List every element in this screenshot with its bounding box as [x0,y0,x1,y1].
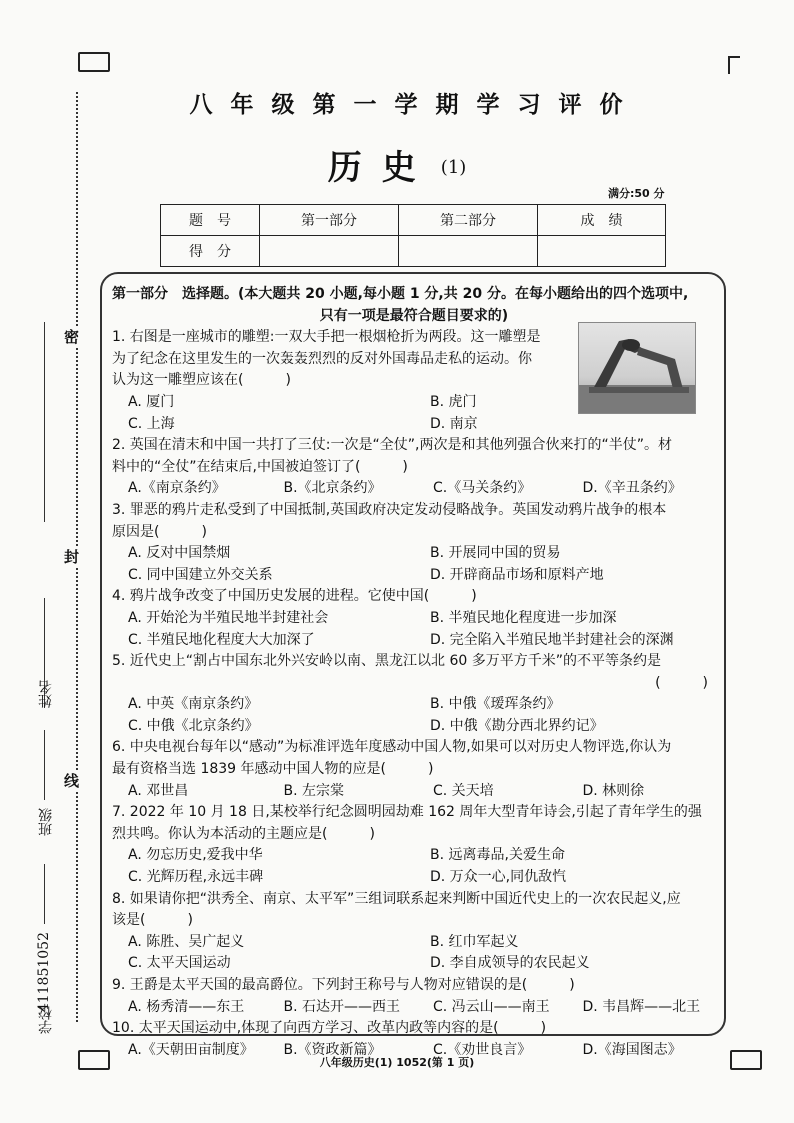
option-c[interactable]: C. 中俄《北京条约》 [128,717,259,734]
option-row [112,953,716,975]
option-d[interactable]: D.《辛丑条约》 [582,480,682,497]
question-stem-line: 原因是( ) [112,523,207,540]
option-a[interactable]: A.《天朝田亩制度》 [128,1041,254,1058]
option-d[interactable]: D. 中俄《勘分西北界约记》 [430,717,604,734]
option-b[interactable]: B.《北京条约》 [283,480,382,497]
score-table [160,204,666,267]
option-c[interactable]: C. 同中国建立外交关系 [128,566,273,583]
score-cell: 题 号 [161,205,260,236]
score-cell: 第一部分 [260,205,399,236]
option-b[interactable]: B. 开展同中国的贸易 [430,545,561,562]
option-c[interactable]: C. 冯云山——南王 [432,998,550,1015]
question-stem-line: 5. 近代史上“割占中国东北外兴安岭以南、黑龙江以北 60 多万平方千米”的不平等条约是 [112,653,662,670]
question-2 [112,435,716,500]
option-b[interactable]: B. 左宗棠 [283,782,344,799]
option-d[interactable]: D. 完全陷入半殖民地半封建社会的深渊 [430,631,674,648]
option-c[interactable]: C. 太平天国运动 [128,955,231,972]
option-b[interactable]: B. 红巾军起义 [430,933,519,950]
option-c[interactable]: C. 关天培 [432,782,494,799]
full-score: 满分:50 分 [608,187,665,200]
question-stem-line: 10. 太平天国运动中,体现了向西方学习、改革内政等内容的是( ) [112,1020,547,1037]
option-a[interactable]: A.《南京条约》 [128,480,226,497]
question-4 [112,586,716,651]
score-input-cell[interactable] [260,236,399,267]
score-input-cell[interactable] [399,236,538,267]
subject-number: (1) [440,157,467,178]
option-d[interactable]: D. 韦昌辉——北王 [582,998,701,1015]
option-b[interactable]: B. 远离毒品,关爱生命 [430,847,565,864]
question-5 [112,651,716,737]
binding-feng: 封 [64,548,80,566]
class-write-line [44,730,45,800]
binding-mi: 密 [64,328,80,346]
question-stem-line: 认为这一雕塑应该在( ) [112,372,291,389]
option-c[interactable]: C. 上海 [128,415,175,432]
option-b[interactable]: B. 虎门 [430,393,477,410]
part1-heading-line: 第一部分 选择题。(本大题共 20 小题,每小题 1 分,共 20 分。在每小题给出的四个选项中, [112,286,689,302]
score-cell: 第二部分 [399,205,538,236]
score-cell: 得 分 [161,236,260,267]
option-d[interactable]: D. 万众一心,同仇敌忾 [430,869,567,886]
option-row [112,608,716,630]
question-stem-line: 2. 英国在清末和中国一共打了三仗:一次是“全仗”,两次是和其他列强合伙来打的“半仗”。材 [112,437,672,454]
option-c[interactable]: C.《马关条约》 [432,480,532,497]
question-stem-line: 最有资格当选 1839 年感动中国人物的应是( ) [112,761,434,778]
option-a[interactable]: A. 开始沦为半殖民地半封建社会 [128,609,329,626]
school-label: 学校 [38,1006,54,1034]
option-a[interactable]: A. 勿忘历史,爱我中华 [128,847,263,864]
option-a[interactable]: A. 邓世昌 [128,782,189,799]
option-row [112,478,716,500]
class-label: 班级 [38,808,54,836]
option-c[interactable]: C. 光辉历程,永远丰碑 [128,869,264,886]
question-stem-line: 3. 罪恶的鸦片走私受到了中国抵制,英国政府决定发动侵略战争。英国发动鸦片战争的根本 [112,501,667,518]
score-cell: 成 绩 [538,205,666,236]
registration-mark-top-left [78,52,110,72]
question-content [112,284,716,1061]
question-stem-line: 7. 2022 年 10 月 18 日,某校举行纪念圆明园劫难 162 周年大型青年诗会,引起了青年学生的强 [112,804,702,821]
option-d[interactable]: D. 林则徐 [582,782,645,799]
name-label: 姓名 [38,680,54,708]
option-row [112,392,716,414]
question-6 [112,737,716,802]
option-a[interactable]: A. 反对中国禁烟 [128,545,231,562]
page-title: 八年级第一学期学习评价 [189,91,641,118]
question-7 [112,802,716,888]
score-input-cell[interactable] [538,236,666,267]
option-a[interactable]: A. 陈胜、吴广起义 [128,933,245,950]
question-stem-line: 8. 如果请你把“洪秀全、南京、太平军”三组词联系起来判断中国近代史上的一次农民起义,应 [112,890,681,907]
option-row [112,543,716,565]
question-stem-line: 为了纪念在这里发生的一次轰轰烈烈的反对外国毒品走私的运动。你 [112,350,532,367]
option-b[interactable]: B.《资政新篇》 [283,1041,382,1058]
option-b[interactable]: B. 半殖民地化程度进一步加深 [430,609,617,626]
option-a[interactable]: A. 杨秀清——东王 [128,998,245,1015]
question-1 [112,327,716,435]
option-a[interactable]: A. 厦门 [128,393,175,410]
option-c[interactable]: C. 半殖民地化程度大大加深了 [128,631,315,648]
question-8 [112,889,716,975]
subject-name: 历史 [327,148,436,188]
answer-bracket: ( ) [655,674,708,691]
score-table-header-row [161,205,666,236]
option-b[interactable]: B. 中俄《瑷珲条约》 [430,696,561,713]
option-c[interactable]: C.《劝世良言》 [432,1041,532,1058]
part1-heading-line: 只有一项是最符合题目要求的) [319,307,509,324]
option-d[interactable]: D. 李自成领导的农民起义 [430,955,590,972]
question-stem-line: 料中的“全仗”在结束后,中国被迫签订了( ) [112,458,408,475]
score-table-score-row [161,236,666,267]
school-write-line [44,864,45,924]
option-row [112,716,716,738]
question-3 [112,500,716,586]
option-row [112,932,716,954]
option-row [112,781,716,803]
part1-heading [112,284,716,327]
question-9 [112,975,716,1018]
option-b[interactable]: B. 石达开——西王 [283,998,400,1015]
binding-xian: 线 [64,772,80,790]
registration-mark-top-right [728,56,740,74]
option-row [112,694,716,716]
option-row [112,867,716,889]
code-number: 411851052 [36,932,52,1013]
question-stem-line: 该是( ) [112,912,193,929]
option-d[interactable]: D.《海国图志》 [582,1041,682,1058]
question-stem-line: 4. 鸦片战争改变了中国历史发展的进程。它使中国( ) [112,588,477,605]
question-stem-line: 9. 王爵是太平天国的最高爵位。下列封王称号与人物对应错误的是( ) [112,977,575,993]
question-stem-line: 1. 右图是一座城市的雕塑:一双大手把一根烟枪折为两段。这一雕塑是 [112,329,541,346]
question-stem-line: 6. 中央电视台每年以“感动”为标准评选年度感动中国人物,如果可以对历史人物评选,你认为 [112,739,672,756]
option-d[interactable]: D. 开辟商品市场和原料产地 [430,566,604,583]
question-stem-line: 烈共鸣。你认为本活动的主题应是( ) [112,825,375,842]
name-write-line [44,322,45,522]
option-d[interactable]: D. 南京 [430,415,478,432]
subject-heading [0,140,794,189]
page-footer: 八年级历史(1) 1052(第 1 页) [319,1056,475,1069]
option-a[interactable]: A. 中英《南京条约》 [128,696,259,713]
option-row [112,997,716,1019]
option-row [112,414,716,436]
option-row [112,845,716,867]
option-row [112,565,716,587]
option-row [112,630,716,652]
